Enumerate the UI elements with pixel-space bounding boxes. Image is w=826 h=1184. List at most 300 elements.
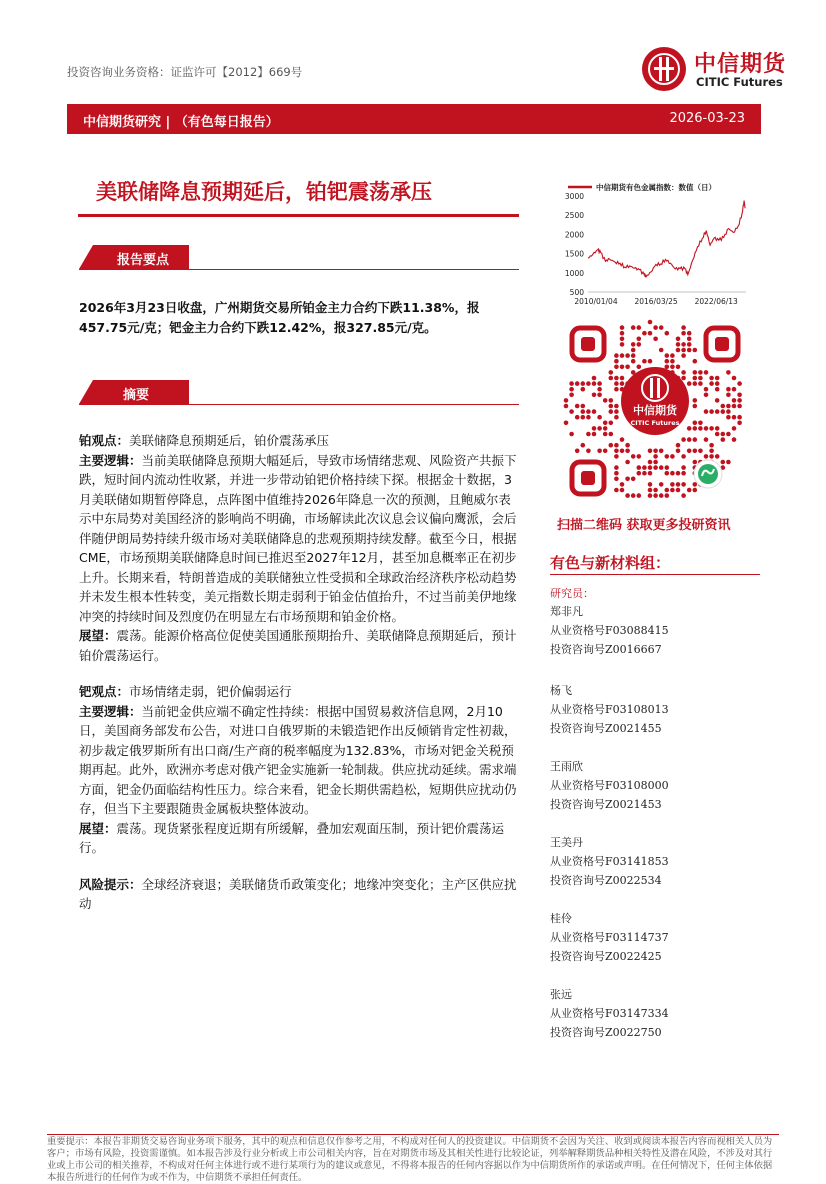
qr-module	[665, 365, 670, 370]
qr-module	[653, 488, 658, 493]
section-label: 摘要	[123, 388, 150, 403]
qr-module	[648, 359, 653, 364]
index-chart	[560, 180, 750, 310]
qr-module	[726, 409, 731, 414]
qr-module	[721, 404, 726, 409]
qr-module	[709, 409, 714, 414]
researcher-license: 从业资格号F03147334	[550, 1007, 669, 1020]
researcher-label: 研究员：	[550, 587, 594, 600]
qr-module	[681, 437, 686, 442]
qr-module	[569, 387, 574, 392]
qr-module	[603, 398, 608, 403]
qr-module	[737, 404, 742, 409]
qr-module	[569, 393, 574, 398]
qr-module	[653, 454, 658, 459]
qr-module	[614, 365, 619, 370]
qr-module	[726, 387, 731, 392]
qr-module	[648, 460, 653, 465]
section-summary	[79, 380, 519, 405]
qr-module	[625, 493, 630, 498]
qr-module	[737, 381, 742, 386]
researcher-license: 从业资格号F03141853	[550, 855, 669, 868]
qr-module	[609, 370, 614, 375]
qr-module	[737, 415, 742, 420]
qr-module	[687, 342, 692, 347]
qr-module	[726, 415, 731, 420]
qr-module	[631, 342, 636, 347]
qr-module	[586, 449, 591, 454]
qr-module	[681, 493, 686, 498]
researcher-card	[550, 985, 760, 1042]
qr-module	[653, 493, 658, 498]
qr-module	[642, 359, 647, 364]
qr-module	[609, 404, 614, 409]
qr-module	[609, 432, 614, 437]
qr-module	[614, 381, 619, 386]
qr-module	[631, 477, 636, 482]
qr-module	[637, 471, 642, 476]
qr-module	[569, 409, 574, 414]
qr-module	[693, 460, 698, 465]
qr-module	[603, 421, 608, 426]
qr-module	[592, 381, 597, 386]
qr-module	[670, 365, 675, 370]
chart-series-line	[588, 201, 745, 278]
page-title: 美联储降息预期延后，铂钯震荡承压	[96, 180, 432, 204]
chart-title: 中信期货有色金属指数：数值（日）	[596, 183, 716, 192]
qr-module	[614, 471, 619, 476]
qr-module	[597, 415, 602, 420]
qr-module	[704, 387, 709, 392]
qr-module	[648, 493, 653, 498]
qr-module	[681, 353, 686, 358]
qr-module	[732, 404, 737, 409]
qr-module	[614, 454, 619, 459]
qr-module	[715, 381, 720, 386]
qr-module	[653, 449, 658, 454]
qr-module	[581, 409, 586, 414]
qr-module	[592, 393, 597, 398]
qr-module	[709, 381, 714, 386]
team-divider	[550, 574, 760, 575]
qr-module	[614, 387, 619, 392]
qr-module	[693, 488, 698, 493]
qr-module	[659, 449, 664, 454]
qr-module	[726, 404, 731, 409]
qr-module	[659, 465, 664, 470]
researcher-consult: 投资咨询号Z0021455	[550, 722, 662, 735]
qr-module	[687, 331, 692, 336]
qr-module	[581, 443, 586, 448]
qr-module	[659, 325, 664, 330]
qr-module	[614, 404, 619, 409]
qr-module	[709, 376, 714, 381]
qr-module	[693, 376, 698, 381]
researcher-license: 从业资格号F03114737	[550, 931, 669, 944]
qr-module	[665, 493, 670, 498]
report-series: 中信期货研究 | （有色每日报告）	[83, 115, 279, 130]
qr-module	[648, 482, 653, 487]
qr-module	[726, 460, 731, 465]
qr-module	[681, 325, 686, 330]
qr-module	[653, 325, 658, 330]
qr-module	[603, 449, 608, 454]
qr-module	[653, 460, 658, 465]
qr-module	[659, 482, 664, 487]
qr-module	[603, 432, 608, 437]
y-tick-label: 2500	[564, 211, 584, 221]
qr-module	[614, 376, 619, 381]
researcher-card	[550, 602, 760, 659]
qr-module	[693, 370, 698, 375]
qr-module	[575, 415, 580, 420]
qr-module	[659, 493, 664, 498]
researcher-card	[550, 681, 760, 738]
qr-module	[614, 359, 619, 364]
y-tick-label: 1000	[564, 268, 584, 278]
qr-module	[642, 465, 647, 470]
qr-module	[704, 393, 709, 398]
qr-module	[737, 398, 742, 403]
report-date: 2026-03-23	[669, 111, 745, 126]
qr-module	[597, 387, 602, 392]
qr-module	[648, 465, 653, 470]
tab-notch	[79, 380, 93, 404]
qr-module	[687, 488, 692, 493]
researcher-card	[550, 757, 760, 814]
qr-module	[721, 432, 726, 437]
x-tick-label: 2010/01/04	[574, 297, 618, 306]
researcher-consult: 投资咨询号Z0022534	[550, 874, 662, 887]
researcher-consult: 投资咨询号Z0022425	[550, 950, 662, 963]
pt-view: 铂观点：美联储降息预期延后，铂价震荡承压	[79, 433, 330, 448]
qr-module	[665, 488, 670, 493]
qr-module	[648, 449, 653, 454]
qr-module	[732, 387, 737, 392]
qr-module	[715, 387, 720, 392]
y-tick-label: 500	[569, 288, 584, 297]
qr-module	[564, 398, 569, 403]
qr-module	[676, 449, 681, 454]
qr-module	[670, 454, 675, 459]
researcher-name: 张远	[550, 988, 572, 1001]
qr-module	[631, 493, 636, 498]
section-tab	[79, 380, 189, 404]
pd-outlook: 展望：震荡。现货紧张程度近期有所缓解，叠加宏观面压制，预计钯价震荡运行。	[79, 820, 505, 855]
qr-module	[586, 432, 591, 437]
qr-module	[732, 437, 737, 442]
qr-module	[681, 454, 686, 459]
qr-module	[637, 465, 642, 470]
qr-module	[676, 337, 681, 342]
researcher-name: 郑非凡	[550, 605, 583, 618]
researcher-consult: 投资咨询号Z0022750	[550, 1026, 662, 1039]
qr-module	[676, 443, 681, 448]
qr-module	[614, 465, 619, 470]
qr-module	[637, 342, 642, 347]
qr-module	[592, 409, 597, 414]
researcher-license: 从业资格号F03088415	[550, 624, 669, 637]
section-tab	[79, 245, 189, 269]
qr-module	[631, 353, 636, 358]
qr-module	[625, 365, 630, 370]
qr-module	[687, 348, 692, 353]
footer-divider	[47, 1134, 779, 1135]
qr-module	[581, 381, 586, 386]
qr-finder-center	[581, 337, 595, 351]
qr-logo-bar	[657, 378, 660, 398]
qr-module	[614, 443, 619, 448]
qr-module	[631, 359, 636, 364]
qr-module	[715, 426, 720, 431]
qr-finder-center	[581, 471, 595, 485]
qr-module	[709, 426, 714, 431]
qr-module	[693, 404, 698, 409]
qr-module	[620, 331, 625, 336]
qr-module	[620, 337, 625, 342]
risk-warning: 风险提示：全球经济衰退；美联储货币政策变化；地缘冲突变化；主产区供应扰动	[79, 876, 517, 911]
license-text: 投资咨询业务资格：证监许可【2012】669号	[67, 65, 303, 79]
qr-module	[715, 376, 720, 381]
qr-module	[620, 365, 625, 370]
qr-module	[614, 409, 619, 414]
qr-module	[564, 404, 569, 409]
qr-module	[631, 348, 636, 353]
tab-notch	[79, 245, 93, 269]
x-tick-label: 2022/06/13	[694, 297, 738, 306]
qr-module	[681, 482, 686, 487]
qr-logo-en: CITIC Futures	[630, 419, 680, 427]
researcher-card	[550, 833, 760, 890]
qr-module	[592, 376, 597, 381]
y-tick-label: 3000	[564, 192, 584, 201]
qr-module	[670, 482, 675, 487]
qr-module	[726, 393, 731, 398]
qr-module	[721, 437, 726, 442]
qr-module	[676, 348, 681, 353]
qr-module	[693, 348, 698, 353]
qr-module	[715, 409, 720, 414]
qr-module	[614, 488, 619, 493]
qr-module	[681, 331, 686, 336]
report-banner	[67, 104, 761, 134]
qr-module	[704, 370, 709, 375]
qr-module	[625, 443, 630, 448]
disclaimer: 重要提示：本报告非期货交易咨询业务项下服务，其中的观点和信息仅作参考之用，不构成对任何人的投资建议。中信期货不会因为关注、收到或阅读本报告内容而视相关人员为客户；市场有风险，投资需谨慎。如本报告涉及行业分析或上市公司相关内容，旨在对期货市场及其相关性进行比较论证，列举解释期货品种相关特性及潜在风险，不涉及对其行业或上市公司的相关推荐，不构成对任何主体进行或不进行某项行为的建议或意见，不得将本报告的任何内容据以作为中信期货所作的承诺或声明。在任何情况下，任何主体依据本报告所进行的任何作为或不作为，中信期货不承担任何责任。	[47, 1136, 773, 1183]
qr-module	[715, 432, 720, 437]
qr-module	[732, 426, 737, 431]
qr-module	[620, 342, 625, 347]
qr-module	[625, 449, 630, 454]
qr-module	[586, 409, 591, 414]
researcher-license: 从业资格号F03108013	[550, 703, 669, 716]
qr-module	[693, 437, 698, 442]
qr-module	[597, 381, 602, 386]
qr-module	[637, 454, 642, 459]
qr-module	[614, 415, 619, 420]
qr-module	[653, 465, 658, 470]
summary-body	[79, 431, 519, 914]
qr-module	[637, 337, 642, 342]
qr-module	[693, 381, 698, 386]
qr-module	[687, 449, 692, 454]
qr-module	[592, 432, 597, 437]
qr-module	[620, 437, 625, 442]
qr-module	[676, 488, 681, 493]
qr-module	[681, 370, 686, 375]
qr-finder-center	[715, 337, 729, 351]
logo-cn: 中信期货	[694, 52, 787, 77]
qr-module	[575, 381, 580, 386]
y-tick-label: 1500	[564, 249, 584, 259]
qr-module	[721, 460, 726, 465]
qr-module	[614, 449, 619, 454]
qr-module	[737, 393, 742, 398]
pd-view: 钯观点：市场情绪走弱，钯价偏弱运行	[79, 684, 292, 699]
pt-outlook: 展望：震荡。能源价格高位促使美国通胀预期抬升、美联储降息预期延后，预计铂价震荡运行。	[79, 628, 517, 663]
qr-module	[681, 471, 686, 476]
qr-module	[670, 353, 675, 358]
qr-module	[704, 426, 709, 431]
qr-module	[625, 353, 630, 358]
qr-module	[569, 381, 574, 386]
qr-module	[609, 409, 614, 414]
qr-module	[693, 421, 698, 426]
qr-module	[603, 426, 608, 431]
qr-code[interactable]	[560, 316, 750, 506]
qr-module	[609, 443, 614, 448]
researcher-card	[550, 909, 760, 966]
qr-module	[704, 437, 709, 442]
qr-module	[732, 415, 737, 420]
qr-module	[620, 482, 625, 487]
qr-module	[693, 482, 698, 487]
qr-module	[737, 421, 742, 426]
qr-module	[637, 493, 642, 498]
qr-module	[687, 437, 692, 442]
qr-module	[715, 398, 720, 403]
qr-module	[676, 482, 681, 487]
qr-module	[586, 415, 591, 420]
x-tick-label: 2016/03/25	[634, 297, 678, 306]
qr-module	[581, 415, 586, 420]
qr-module	[732, 398, 737, 403]
qr-module	[676, 342, 681, 347]
qr-module	[665, 471, 670, 476]
qr-module	[698, 370, 703, 375]
qr-module	[637, 365, 642, 370]
qr-module	[693, 398, 698, 403]
qr-module	[631, 325, 636, 330]
qr-module	[670, 488, 675, 493]
qr-module	[586, 381, 591, 386]
qr-module	[726, 370, 731, 375]
qr-module	[648, 471, 653, 476]
qr-module	[687, 426, 692, 431]
pd-logic: 主要逻辑：当前钯金供应端不确定性持续：根据中国贸易救济信息网，2月10日，美国商务部发布公告，对进口自俄罗斯的未锻造钯作出反倾销肯定性初裁，初步裁定俄罗斯所有出口商/生产商的税率幅度为132.83%，市场对钯金关税预期再起。此外，欧洲亦考虑对俄产钯金实施新一轮制裁。供应扰动延续。需求端方面，钯金仍面临结构性压力。综合来看，钯金长期供需趋松，短期供应扰动仍存，但当下主要跟随贵金属板块整体波动。	[79, 703, 517, 816]
qr-module	[693, 449, 698, 454]
qr-module	[564, 421, 569, 426]
qr-module	[698, 381, 703, 386]
qr-module	[670, 471, 675, 476]
qr-module	[609, 398, 614, 403]
qr-module	[704, 409, 709, 414]
qr-module	[709, 454, 714, 459]
researcher-license: 从业资格号F03108000	[550, 779, 669, 792]
qr-module	[721, 409, 726, 414]
qr-module	[693, 359, 698, 364]
qr-module	[670, 359, 675, 364]
qr-module	[676, 365, 681, 370]
qr-logo-bar	[650, 378, 653, 398]
researcher-consult: 投资咨询号Z0021453	[550, 798, 662, 811]
qr-module	[569, 432, 574, 437]
qr-module	[597, 449, 602, 454]
qr-module	[709, 443, 714, 448]
qr-module	[648, 488, 653, 493]
logo-mark-icon	[640, 45, 688, 93]
qr-module	[620, 449, 625, 454]
qr-module	[665, 331, 670, 336]
section-label: 报告要点	[117, 253, 170, 268]
qr-module	[620, 488, 625, 493]
qr-module	[648, 331, 653, 336]
qr-module	[681, 376, 686, 381]
qr-module	[687, 337, 692, 342]
qr-module	[597, 426, 602, 431]
researcher-name: 杨飞	[550, 684, 572, 697]
qr-module	[693, 426, 698, 431]
qr-module	[659, 348, 664, 353]
qr-module	[704, 454, 709, 459]
qr-module	[698, 376, 703, 381]
researcher-name: 王美丹	[550, 836, 583, 849]
qr-module	[681, 342, 686, 347]
qr-module	[681, 348, 686, 353]
qr-module	[620, 353, 625, 358]
qr-module	[732, 376, 737, 381]
qr-module	[614, 353, 619, 358]
qr-module	[642, 471, 647, 476]
logo-en: CITIC Futures	[696, 75, 783, 89]
qr-module	[581, 387, 586, 392]
qr-module	[648, 320, 653, 325]
qr-module	[709, 449, 714, 454]
qr-module	[625, 460, 630, 465]
qr-module	[625, 477, 630, 482]
qr-module	[665, 465, 670, 470]
qr-module	[637, 325, 642, 330]
qr-module	[726, 432, 731, 437]
researcher-consult: 投资咨询号Z0016667	[550, 643, 662, 656]
qr-caption: 扫描二维码 获取更多投研资讯	[557, 518, 731, 533]
qr-module	[620, 376, 625, 381]
qr-module	[592, 426, 597, 431]
qr-module	[715, 454, 720, 459]
researcher-name: 桂伶	[550, 912, 572, 925]
researcher-name: 王雨欣	[550, 760, 583, 773]
qr-module	[676, 471, 681, 476]
key-points-text: 2026年3月23日收盘，广州期货交易所铂金主力合约下跌11.38%，报457.75元/克；钯金主力合约下跌12.42%，报327.85元/克。	[79, 300, 480, 335]
qr-module	[687, 381, 692, 386]
mini-program-icon-inner	[698, 464, 718, 484]
pt-logic: 主要逻辑：当前美联储降息预期大幅延后，导致市场情绪悲观、风险资产共振下跌，短时间内流动性收紧，并进一步带动铂钯价格持续下探。根据金十数据，3月美联储如期暂停降息，点阵图中值维持2026年降息一次的预测，且鲍威尔表示中东局势对美国经济的影响尚不明确，市场解读此次议息会议偏向鹰派，会后伴随伊朗局势持续升级市场对美联储降息的悲观预期持续发酵。截至今日，根据CME，市场预期美联储降息时间已推迟至2027年12月，甚至加息概率正在初步上升。长期来看，特朗普造成的美联储独立性受损和全球政治经济秩序松动趋势并未发生根本性转变，美元指数长期走弱利于铂金估值抬升，不过当前美伊地缘冲突的持续时间及烈度仍在明显左右市场预期和铂金价格。	[79, 452, 517, 624]
qr-module	[681, 465, 686, 470]
qr-module	[665, 353, 670, 358]
qr-module	[609, 376, 614, 381]
qr-module	[581, 404, 586, 409]
qr-module	[698, 421, 703, 426]
